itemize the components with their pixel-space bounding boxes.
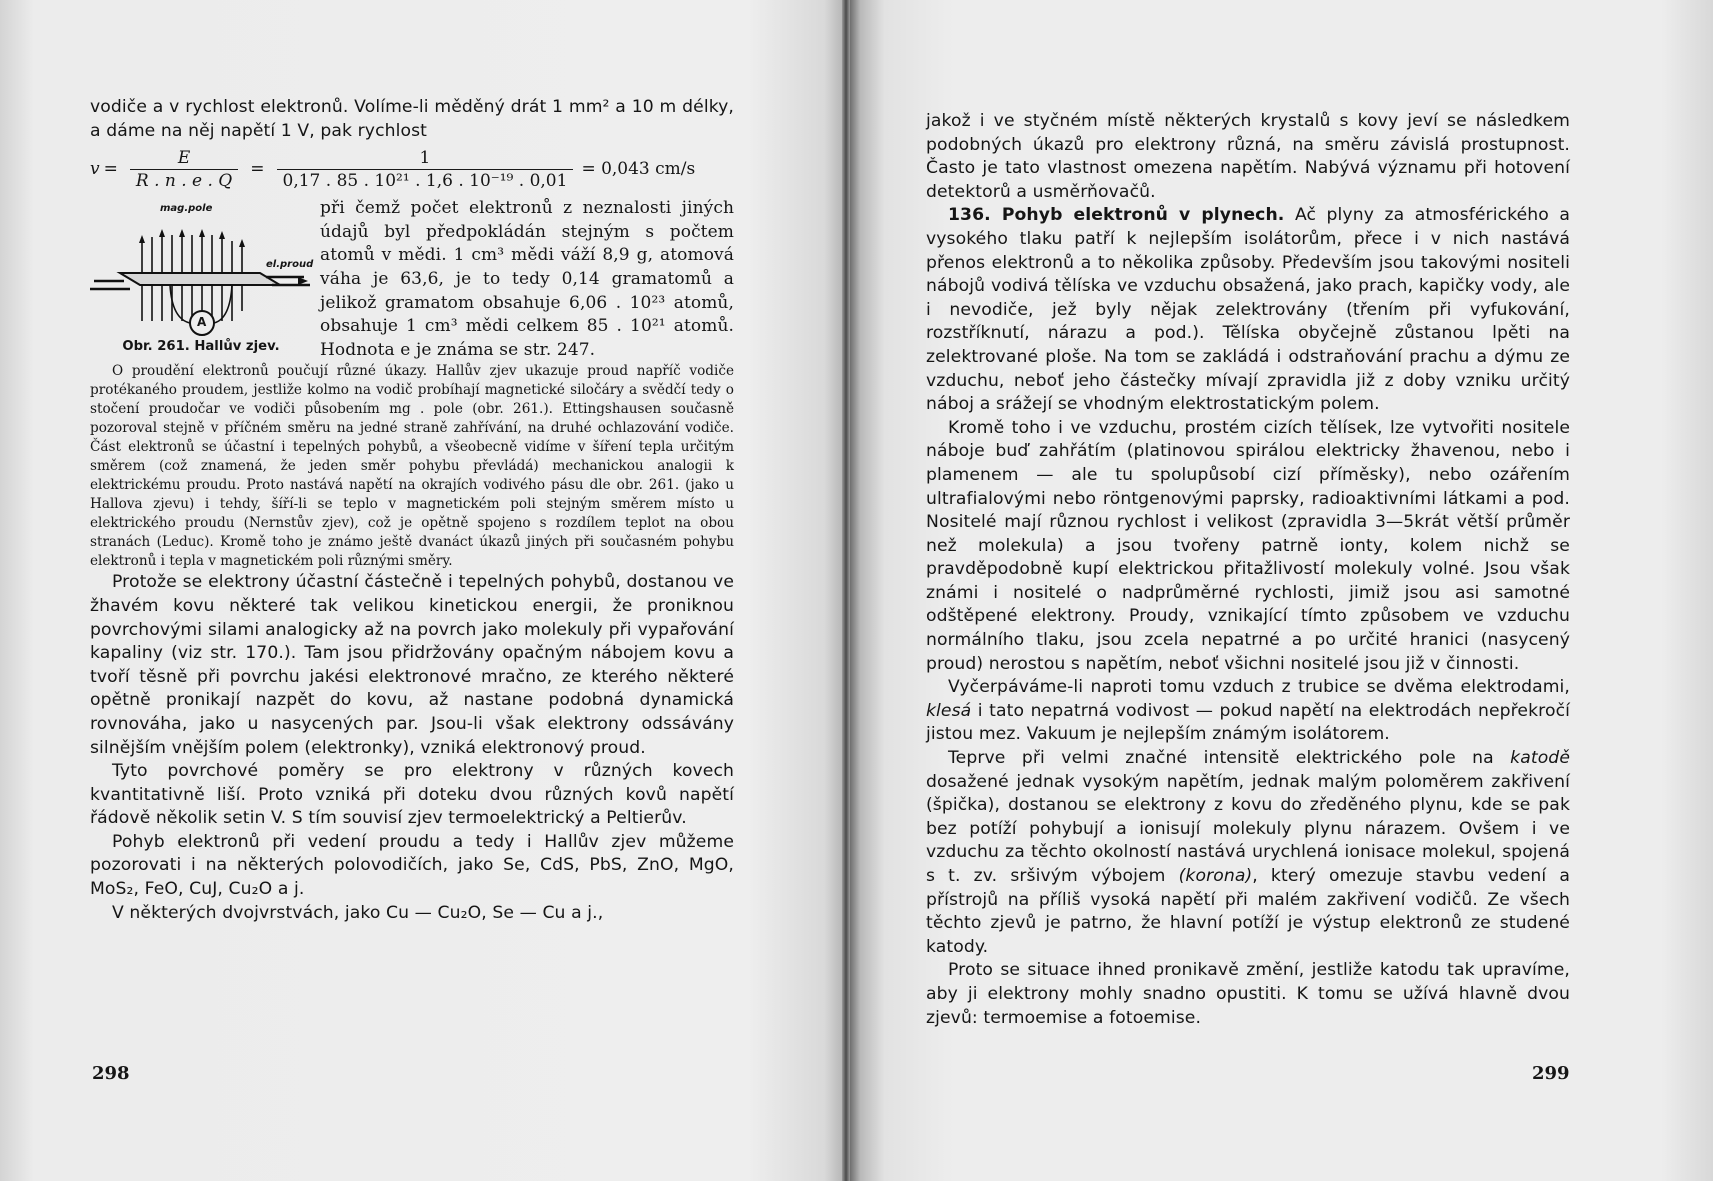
fraction-denominator: R . n . e . Q bbox=[130, 169, 238, 192]
left-page bbox=[0, 0, 850, 1181]
fraction-numerator: E bbox=[177, 147, 191, 168]
paragraph: Tyto povrchové poměry se pro elektrony v různých kovech kvantitativně liší. Proto vzniká při doteku dvou různých kovů napětí řádově několik setin V. S tím souvisí zjev termoelektrický a Peltierův. bbox=[90, 761, 734, 829]
paragraph: Kromě toho i ve vzduchu, prostém cizích tělísek, lze vytvořiti nositele náboje buď zahřátím (platinovou spirálou elektricky žhavenou, nebo i plamenem — ale tu spolupůsobí cizí příměsky), nebo ozářením ultrafialovými nebo röntgenovými paprsky, radioaktivními látkami a pod. Nositelé mají různou rychlost i velikost (zpravidla 3—5krát větší průměr než molekula) a jsou tvořeny patrně ionty, kolem nichž se pravděpodobně kupí elektrickou přitažlivostí molekuly volné. Jsou však známi i nositelé o nadprůměrné rychlosti, jimiž jsou asi samotné odštěpené elektrony. Proudy, vznikající tímto způsobem ve vzduchu normálního tlaku, jsou zcela nepatrné a po určité hranici (nasycený proud) nerostou s napětím, neboť všichni nositelé jsou již v činnosti. bbox=[926, 417, 1570, 674]
formula-equals: = bbox=[103, 159, 118, 180]
paragraph: Proto se situace ihned pronikavě změní, jestliže katodu tak upravíme, aby ji elektrony mohly snadno opustiti. K tomu se užívá hlavně dvou zjevů: termoemise a fotoemise. bbox=[926, 960, 1570, 1028]
paragraph bbox=[926, 676, 1570, 747]
paragraph: jakož i ve styčném místě některých krystalů s kovy jeví se následkem podobných úkazů pro elektrony různá, na směru závislá prostupnost. Často je tato vlastnost omezena napětím. Nabývá významu při hotovení detektorů a usměrňovačů. bbox=[926, 111, 1570, 202]
paragraph bbox=[926, 747, 1570, 959]
section-heading: 136. Pohyb elektronů v plynech. bbox=[948, 205, 1285, 226]
formula-fraction-1 bbox=[130, 147, 238, 192]
paragraph-text: Vyčerpáváme-li naproti tomu vzduch z trubice se dvěma elektrodami, bbox=[948, 677, 1570, 698]
emphasis-text: (korona) bbox=[1178, 866, 1253, 886]
figure-block bbox=[90, 197, 734, 571]
right-text-column bbox=[926, 110, 1570, 1030]
book-gutter bbox=[842, 0, 850, 1181]
paragraph: Pohyb elektronů při vedení proudu a tedy i Hallův zjev můžeme pozorovati i na některých polovodičích, jako Se, CdS, PbS, ZnO, MgO, MoS₂, FeO, CuJ, Cu₂O a j. bbox=[90, 831, 734, 900]
fraction-denominator: 0,17 . 85 . 10²¹ . 1,6 . 10⁻¹⁹ . 0,01 bbox=[277, 169, 574, 192]
magnetic-field-label: mag.pole bbox=[160, 203, 213, 215]
formula-lhs: v bbox=[90, 159, 100, 180]
paragraph: při čemž počet elektronů z neznalosti jiných údajů byl předpokládán stejným s počtem atomů v mědi. 1 cm³ mědi váží 8,9 g, atomová váha je 63,6, je to tedy 0,14 gramatomů a jelikož gramatom obsahuje 6,06 . 10²³ atomů, obsahuje 1 cm³ mědi celkem 85 . 10²¹ atomů. Hodnota e je známa se str. 247. bbox=[320, 198, 734, 360]
current-label: el.proud bbox=[266, 259, 314, 271]
page-number: 299 bbox=[1532, 1063, 1570, 1084]
left-text-column bbox=[90, 96, 734, 925]
paragraph-text: dosažené jednak vysokým napětím, jednak malým poloměrem zakřivení (špička), dostanou se elektrony z kovu do zředěného plynu, kde se pak bez potíží pohybují a ionisují molekuly plynu nárazem. Ovšem i ve vzduchu za těchto okolností nastává urychlená ionisace molekul, spojená s t. zv. sršivým výbojem bbox=[926, 771, 1570, 886]
section-paragraph bbox=[926, 204, 1570, 416]
right-page bbox=[850, 0, 1713, 1181]
small-print-paragraph: O proudění elektronů poučují různé úkazy. Hallův zjev ukazuje proud napříč vodiče protékaného proudem, jestliže kolmo na vodič probíhají magnetické siločáry a svědčí tedy o stočení proudočar ve vodiči působením mg . pole (obr. 261.). Ettingshausen současně pozoroval stejně v příčném směru na jedné straně zahřívání, na druhé ochlazování vodiče. Část elektronů se účastní i tepelných pohybů, a všeobecně vidíme v šíření tepla určitým směrem (což znamená, že jeden směr pohybu převládá) mechanickou analogii k elektrickému proudu. Proto nastává napětí na okrajích vodivého pásu dle obr. 261. (jako u Hallova zjevu) i tehdy, šíří-li se teplo v magnetickém poli stejným směrem místo u elektrického proudu (Nernstův zjev), což je opětně spojeno s rozdílem teplot na obou stranách (Leduc). Kromě toho je známo ještě dvanáct úkazů jiných při současném pohybu elektronů i tepla v magnetickém poli různými směry. bbox=[90, 363, 734, 570]
formula-equals: = bbox=[250, 159, 265, 180]
formula-fraction-2 bbox=[277, 147, 574, 192]
formula-result: = 0,043 cm/s bbox=[581, 159, 696, 180]
velocity-formula bbox=[90, 143, 734, 195]
ammeter-label: A bbox=[197, 315, 207, 330]
hall-effect-figure bbox=[90, 201, 312, 361]
page-number: 298 bbox=[92, 1063, 130, 1084]
paragraph: V některých dvojvrstvách, jako Cu — Cu₂O, Se — Cu a j., bbox=[112, 902, 604, 923]
paragraph-text: Ač plyny za atmosférického a vysokého tlaku patří k nejlepším isolátorům, přece i v nich nastává přenos elektronů a to několika způsoby. Především jsou takovými nositeli nábojů vodivá tělíska ve vzduchu obsažená, jako prach, kapičky vody, ale i nevodiče, jež byly nějak zelektrovány (třením při vyfukování, rozstříknutí, nárazu a pod.). Tělíska obyčejně zůstanou lpěti na zelektrované ploše. Na tom se zakládá i odstraňování prachu a dýmu ze vzduchu, neboť jeho částečky mívají zpravidla již z doby vzniku určitý náboj a srážejí se vhodným elektrostatickým polem. bbox=[926, 205, 1570, 415]
paragraph-text: , který omezuje stavbu vedení a přístrojů na příliš vysoká napětí při malém zakřivení vodičů. Ze všech těchto zjevů je patrno, že hlavní potíží je výstup elektronů ze studené katody. bbox=[926, 866, 1570, 957]
paragraph: vodiče a v rychlost elektronů. Volíme-li měděný drát 1 mm² a 10 m délky, a dáme na něj napětí 1 V, pak rychlost bbox=[90, 97, 734, 141]
paragraph-text: Teprve při velmi značné intensitě elektrického pole na bbox=[948, 748, 1511, 769]
paragraph: Protože se elektrony účastní částečně i tepelných pohybů, dostanou ve žhavém kovu některé tak velikou kinetickou energii, že proniknou povrchovými silami analogicky až na povrch jako molekuly při vypařování kapaliny (viz str. 170.). Tam jsou přidržovány opačným nábojem kovu a tvoří těsně při povrchu jakési elektronové mračno, ze kterého některé opětně pronikají nazpět do kovu, až nastane podobná dynamická rovnováha, jako u nasycených par. Jsou-li však elektrony odssávány silnějším vnějším polem (elektronky), vzniká elektronový proud. bbox=[90, 572, 734, 758]
emphasis-text: katodě bbox=[1510, 748, 1570, 769]
emphasis-text: klesá bbox=[926, 700, 972, 721]
paragraph-text: i tato nepatrná vodivost — pokud napětí na elektrodách nepřekročí jistou mez. Vakuum je nejlepším známým isolátorem. bbox=[926, 700, 1570, 745]
figure-caption: Obr. 261. Hallův zjev. bbox=[122, 339, 280, 355]
fraction-numerator: 1 bbox=[419, 147, 431, 168]
